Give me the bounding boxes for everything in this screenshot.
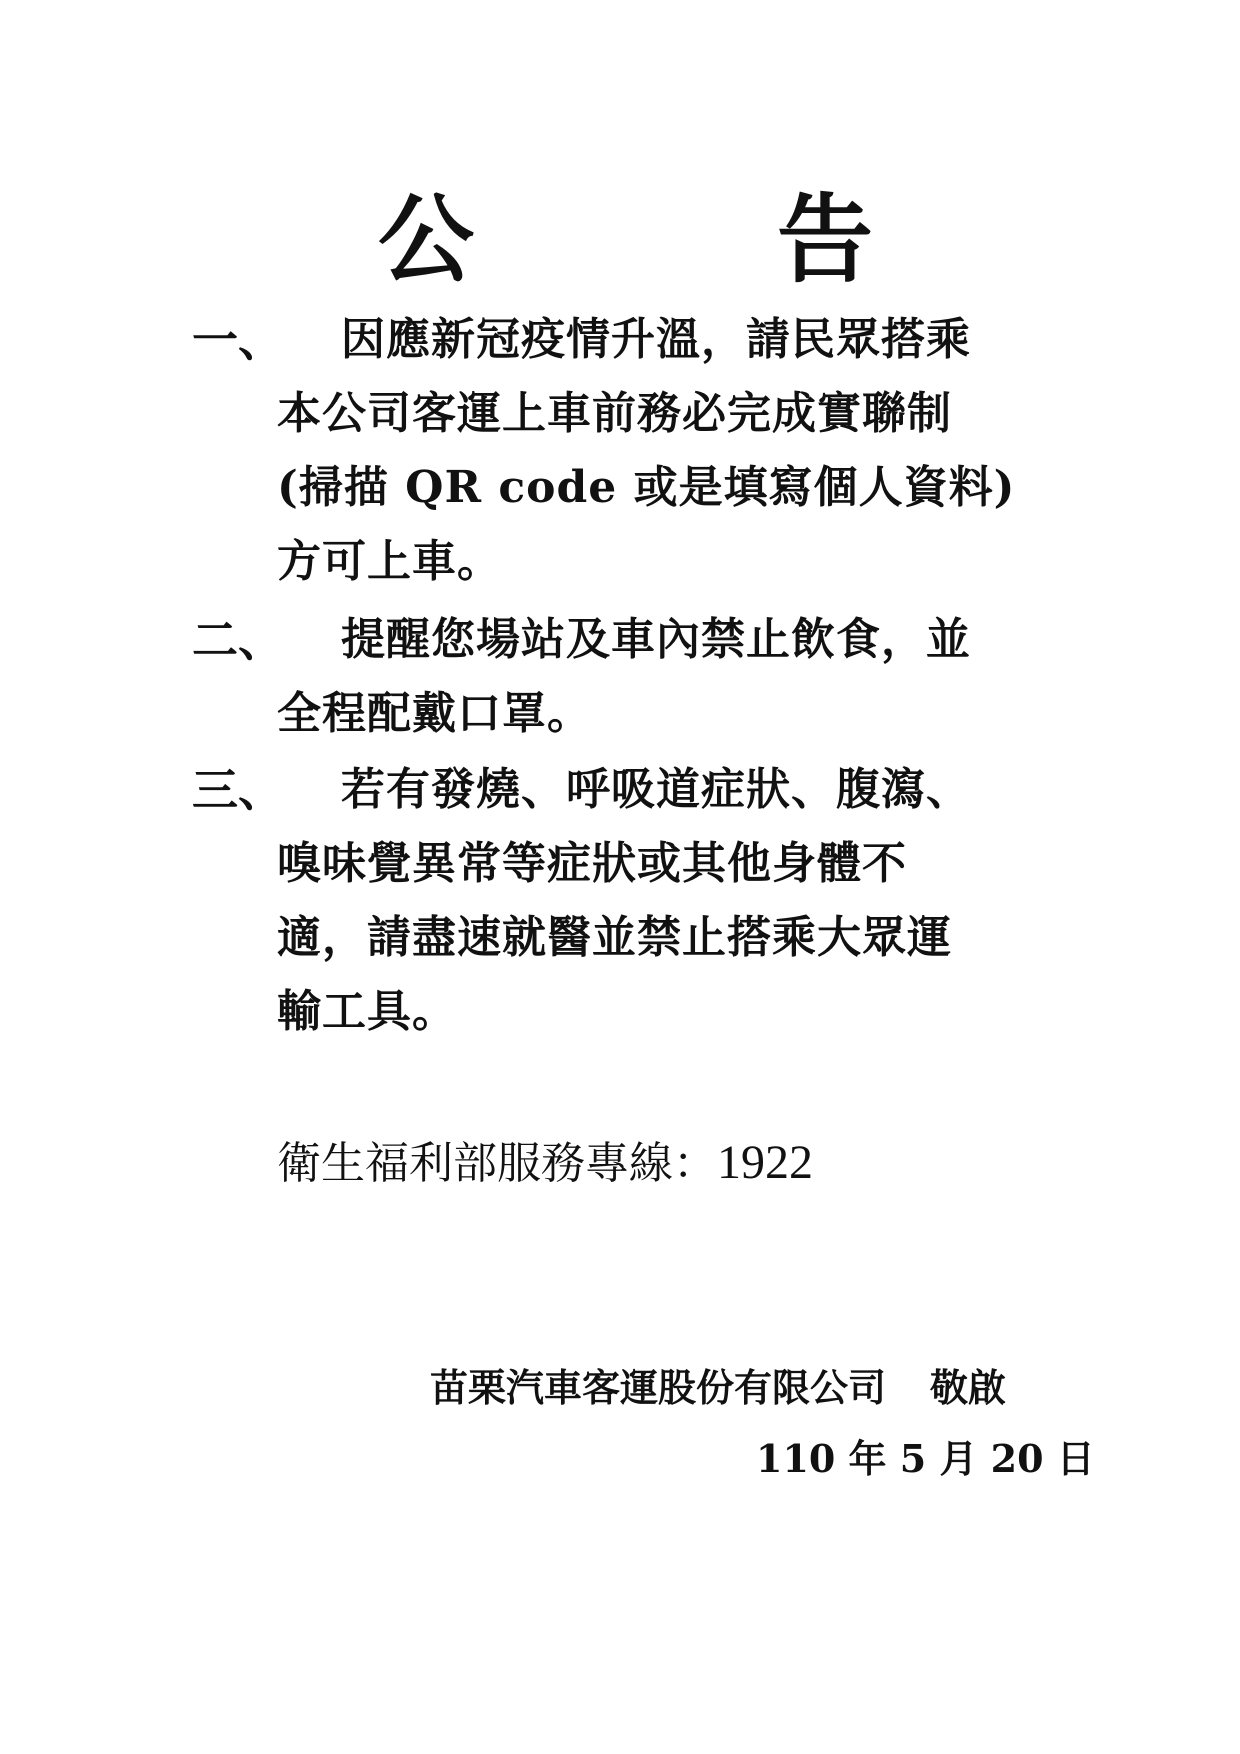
announcement-title: [0, 185, 1240, 295]
company-name: 苗栗汽車客運股份有限公司: [430, 1365, 887, 1410]
item-3-number: 三、: [192, 763, 284, 817]
hotline-label: 衛生福利部服務專線：: [277, 1138, 717, 1189]
item-1-line-1: 因應新冠疫情升溫，請民眾搭乘: [341, 314, 971, 365]
signature: [430, 1363, 1006, 1413]
item-2-number: 二、: [192, 613, 284, 667]
item-2-line-1: 提醒您場站及車內禁止飲食，並: [341, 614, 971, 665]
item-3-line-4: 輸工具。: [277, 986, 457, 1037]
item-3-line-3: 適，請盡速就醫並禁止搭乘大眾運: [277, 912, 952, 963]
title-char-1: 公: [378, 183, 474, 296]
item-3-line-1: 若有發燒、呼吸道症狀、腹瀉、: [341, 764, 971, 815]
item-2-line-2: 全程配戴口罩。: [277, 688, 592, 739]
closing-text: 敬啟: [930, 1365, 1007, 1410]
item-1-line-2: 本公司客運上車前務必完成實聯制: [277, 388, 952, 439]
title-char-2: 告: [777, 183, 873, 296]
item-1-line-3: (掃描 QR code 或是填寫個人資料): [277, 462, 1016, 513]
item-3-line-2: 嗅味覺異常等症狀或其他身體不: [277, 838, 907, 889]
item-1-number: 一、: [192, 313, 284, 367]
hotline: [277, 1134, 813, 1193]
hotline-number: 1922: [717, 1136, 813, 1189]
announcement-date: 110 年 5 月 20 日: [756, 1436, 1095, 1481]
item-1-line-4: 方可上車。: [277, 536, 502, 587]
